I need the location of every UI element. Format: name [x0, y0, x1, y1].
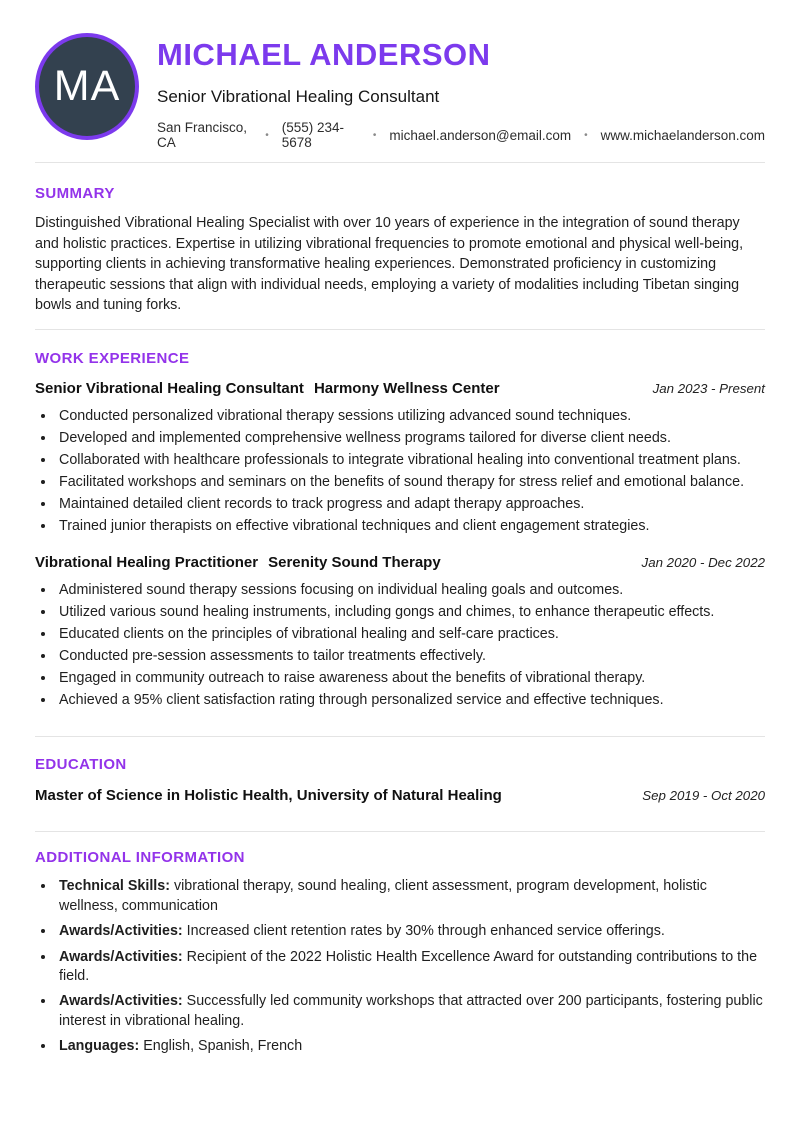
section-divider	[35, 736, 765, 737]
education-section	[0, 756, 800, 804]
job-bullet-list	[56, 406, 765, 537]
job-company: Harmony Wellness Center	[313, 379, 500, 397]
job-bullet: • Utilized various sound healing instruments, including gongs and chimes, to enhance therapeutic effects.	[56, 602, 765, 623]
candidate-title: Senior Vibrational Healing Consultant	[157, 87, 440, 107]
avatar	[35, 33, 139, 140]
summary-section	[0, 185, 800, 316]
contact-phone: (555) 234-5678	[281, 120, 345, 151]
job-title-line	[35, 554, 441, 571]
avatar-initials: MA	[53, 62, 121, 110]
summary-text: Distinguished Vibrational Healing Specialist with over 10 years of experience in the integration of sound therapy and holistic practices. Expertise in utilizing vibrational frequencies to promote emotional and physical well-being, supporting clients in achieving transformative healing experiences. Demonstrated proficiency in customizing therapeutic sessions that align with individual needs, employing a variety of modalities including Tibetan singing bowls and tuning forks.	[35, 215, 744, 314]
info-label: Awards/Activities:	[59, 948, 183, 965]
job-bullet: • Educated clients on the principles of vibrational healing and self-care practices.	[56, 624, 765, 645]
job-bullet: • Trained junior therapists on effective vibrational techniques and client engagement strategies.	[56, 516, 765, 537]
job-bullet: • Developed and implemented comprehensive wellness programs tailored for diverse client needs.	[56, 428, 765, 449]
additional-information-heading: ADDITIONAL INFORMATION	[35, 849, 245, 867]
info-text: Successfully led community workshops that attracted over 200 participants, fostering public interest in vibrational healing.	[59, 993, 763, 1029]
job-header	[35, 380, 765, 397]
education-heading: EDUCATION	[35, 756, 127, 774]
info-item	[56, 877, 765, 916]
dot-separator-icon: •	[372, 129, 377, 141]
info-label: Awards/Activities:	[59, 993, 183, 1010]
info-label: Languages:	[59, 1038, 140, 1055]
work-experience-section	[0, 350, 800, 711]
job-title-line	[35, 380, 500, 397]
work-experience-heading: WORK EXPERIENCE	[35, 349, 190, 367]
contact-website: www.michaelanderson.com	[600, 127, 765, 143]
job-bullet: • Collaborated with healthcare professionals to integrate vibrational healing into conventional treatment plans.	[56, 450, 765, 471]
job-bullet: • Conducted personalized vibrational therapy sessions utilizing advanced sound techniques.	[56, 406, 765, 427]
job-bullet: • Achieved a 95% client satisfaction rating through personalized service and effective techniques.	[56, 690, 765, 711]
job-header	[35, 554, 765, 571]
summary-heading: SUMMARY	[35, 185, 115, 203]
section-divider	[35, 329, 765, 330]
info-label: Awards/Activities:	[59, 923, 183, 940]
header-divider	[35, 162, 765, 163]
education-entry	[35, 787, 765, 804]
section-divider	[35, 831, 765, 832]
header-text	[157, 33, 765, 150]
job-bullet: • Administered sound therapy sessions focusing on individual healing goals and outcomes.	[56, 580, 765, 601]
info-item	[56, 1037, 765, 1056]
education-dates: Sep 2019 - Oct 2020	[642, 788, 765, 804]
info-item	[56, 948, 765, 987]
info-item	[56, 922, 765, 941]
job-bullet: • Maintained detailed client records to track progress and adapt therapy approaches.	[56, 494, 765, 515]
job-dates: Jan 2023 - Present	[652, 380, 765, 396]
info-label: Technical Skills:	[59, 878, 170, 895]
job-bullet: • Engaged in community outreach to raise awareness about the benefits of vibrational therapy.	[56, 668, 765, 689]
dot-separator-icon: •	[584, 129, 588, 141]
info-text: Increased client retention rates by 30% through enhanced service offerings.	[182, 923, 665, 940]
job-company: Serenity Sound Therapy	[268, 554, 441, 572]
contact-email: michael.anderson@email.com	[389, 127, 572, 143]
job-bullet: • Conducted pre-session assessments to tailor treatments effectively.	[56, 646, 765, 667]
additional-information-section	[0, 849, 800, 1057]
job-position: Vibrational Healing Practitioner	[35, 554, 259, 572]
resume-header	[0, 0, 800, 150]
job-bullet: • Facilitated workshops and seminars on the benefits of sound therapy for stress relief and emotional balance.	[56, 472, 765, 493]
info-item	[56, 992, 765, 1031]
education-degree: Master of Science in Holistic Health, University of Natural Healing	[35, 787, 502, 805]
contact-location: San Francisco, CA	[157, 120, 248, 151]
info-text: English, Spanish, French	[139, 1038, 303, 1055]
info-text: Recipient of the 2022 Holistic Health Excellence Award for outstanding contributions to the field.	[59, 948, 758, 984]
job-position: Senior Vibrational Healing Consultant	[35, 379, 304, 397]
candidate-name: MICHAEL ANDERSON	[157, 37, 491, 72]
job-dates: Jan 2020 - Dec 2022	[641, 555, 765, 571]
dot-separator-icon: •	[265, 129, 269, 141]
contact-line	[157, 120, 765, 150]
job-bullet-list	[56, 580, 765, 711]
info-text: vibrational therapy, sound healing, client assessment, program development, holistic wellness, communication	[59, 878, 707, 914]
additional-info-list	[56, 877, 765, 1057]
